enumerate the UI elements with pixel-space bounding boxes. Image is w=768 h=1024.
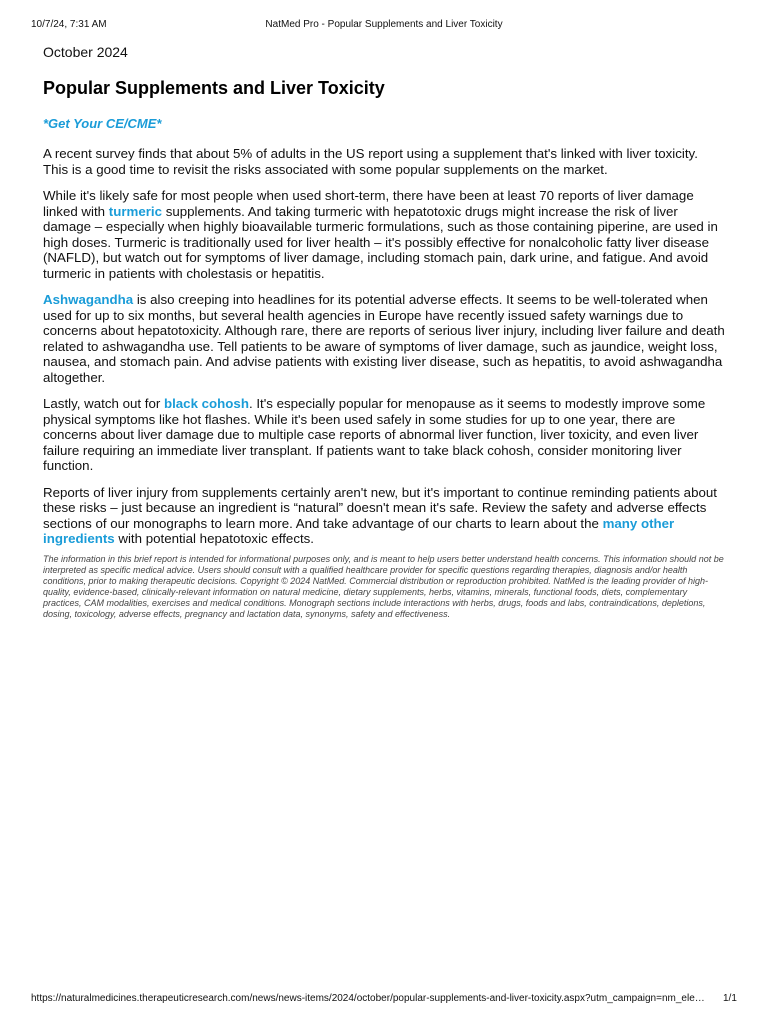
paragraph-ashwagandha [43,292,726,385]
print-footer [0,993,768,1007]
paragraph-turmeric [43,188,726,281]
paragraph-text: While it's likely safe for most people when used short-term, there have been at least 70 reports of liver damage linked with [43,188,694,219]
black-cohosh-link[interactable]: black cohosh [163,396,249,411]
paragraph-black-cohosh [43,396,726,474]
paragraph-text: Reports of liver injury from supplements certainly aren't new, but it's important to continue reminding patients about these risks – just because an ingredient is “natural” doesn't mean it's safe. Review the safety and adverse effects sections of our monographs to learn more. And take advantage of our charts to learn about the [43,484,717,531]
get-ce-cme-link[interactable]: *Get Your CE/CME* [43,116,162,131]
article-date: October 2024 [43,44,128,60]
article [43,43,726,620]
paragraph-text: is also creeping into headlines for its potential adverse effects. It seems to be well-tolerated when used for up to six months, but several health agencies in Europe have recently issued safety warnings due to concerns about hepatotoxicity. Although rare, there are reports of serious liver injury, including liver failure and death related to ashwagandha use. Tell patients to be aware of symptoms of liver damage, such as jaundice, weight loss, nausea, and stomach pain. And advise patients with existing liver disease, such as hepatitis, to avoid ashwagandha altogether. [43,292,725,385]
print-header [0,19,768,33]
disclaimer: The information in this brief report is intended for informational purposes only, and is meant to help users better understand health concerns. This information should not be interpreted as specific medical advice. Users should consult with a qualified healthcare provider for specific questions regarding therapies, diagnosis and/or health conditions, prior to making therapeutic decisions. Copyright © 2024 NatMed. Commercial distribution or reproduction prohibited. NatMed is the leading provider of high-quality, evidence-based, clinically-relevant information on natural medicine, dietary supplements, herbs, vitamins, minerals, functional foods, diets, complementary practices, CAM modalities, exercises and medical conditions. Monograph sections include interactions with herbs, drugs, foods and labs, contraindications, depletions, dosing, toxicology, adverse effects, pregnancy and lactation data, synonyms, safety and effectiveness. [43,553,724,619]
article-title: Popular Supplements and Liver Toxicity [43,78,385,98]
print-page-title: NatMed Pro - Popular Supplements and Liver Toxicity [265,19,503,30]
paragraph-intro: A recent survey finds that about 5% of adults in the US report using a supplement that's linked with liver toxicity. This is a good time to revisit the risks associated with some popular supplements on the market. [43,146,698,177]
paragraph-text: supplements. And taking turmeric with hepatotoxic drugs might increase the risk of liver damage – especially when highly bioavailable turmeric formulations, such as those containing piperine, are used in high doses. Turmeric is traditionally used for liver health – it's possibly effective for nonalcoholic fatty liver disease (NAFLD), but watch out for symptoms of liver damage, including stomach pain, dark urine, and fatigue. And avoid turmeric in patients with cholestasis or hepatitis. [43,203,718,281]
page-number: 1/1 [723,993,737,1004]
paragraph-conclusion [43,485,726,547]
ashwagandha-link[interactable]: Ashwagandha [43,292,134,307]
paragraph-text: . It's especially popular for menopause as it seems to modestly improve some physical symptoms like hot flashes. While it's been used safely in some studies for up to one year, there are concerns about liver damage due to multiple case reports of abnormal liver function, liver toxicity, and even liver failure requiring an immediate liver transplant. If patients want to take black cohosh, consider monitoring liver function. [43,396,706,473]
many-other-ingredients-link[interactable]: many other ingredients [43,515,675,546]
paragraph-text: with potential hepatotoxic effects. [114,531,315,546]
print-datetime: 10/7/24, 7:31 AM [31,19,107,30]
paragraph-text: Lastly, watch out for [43,396,164,411]
turmeric-link[interactable]: turmeric [108,203,162,219]
print-url: https://naturalmedicines.therapeuticresearch.com/news/news-items/2024/october/popular-supplements-and-liver-toxicity.aspx?utm_campaign=nm_ele… [31,993,705,1004]
